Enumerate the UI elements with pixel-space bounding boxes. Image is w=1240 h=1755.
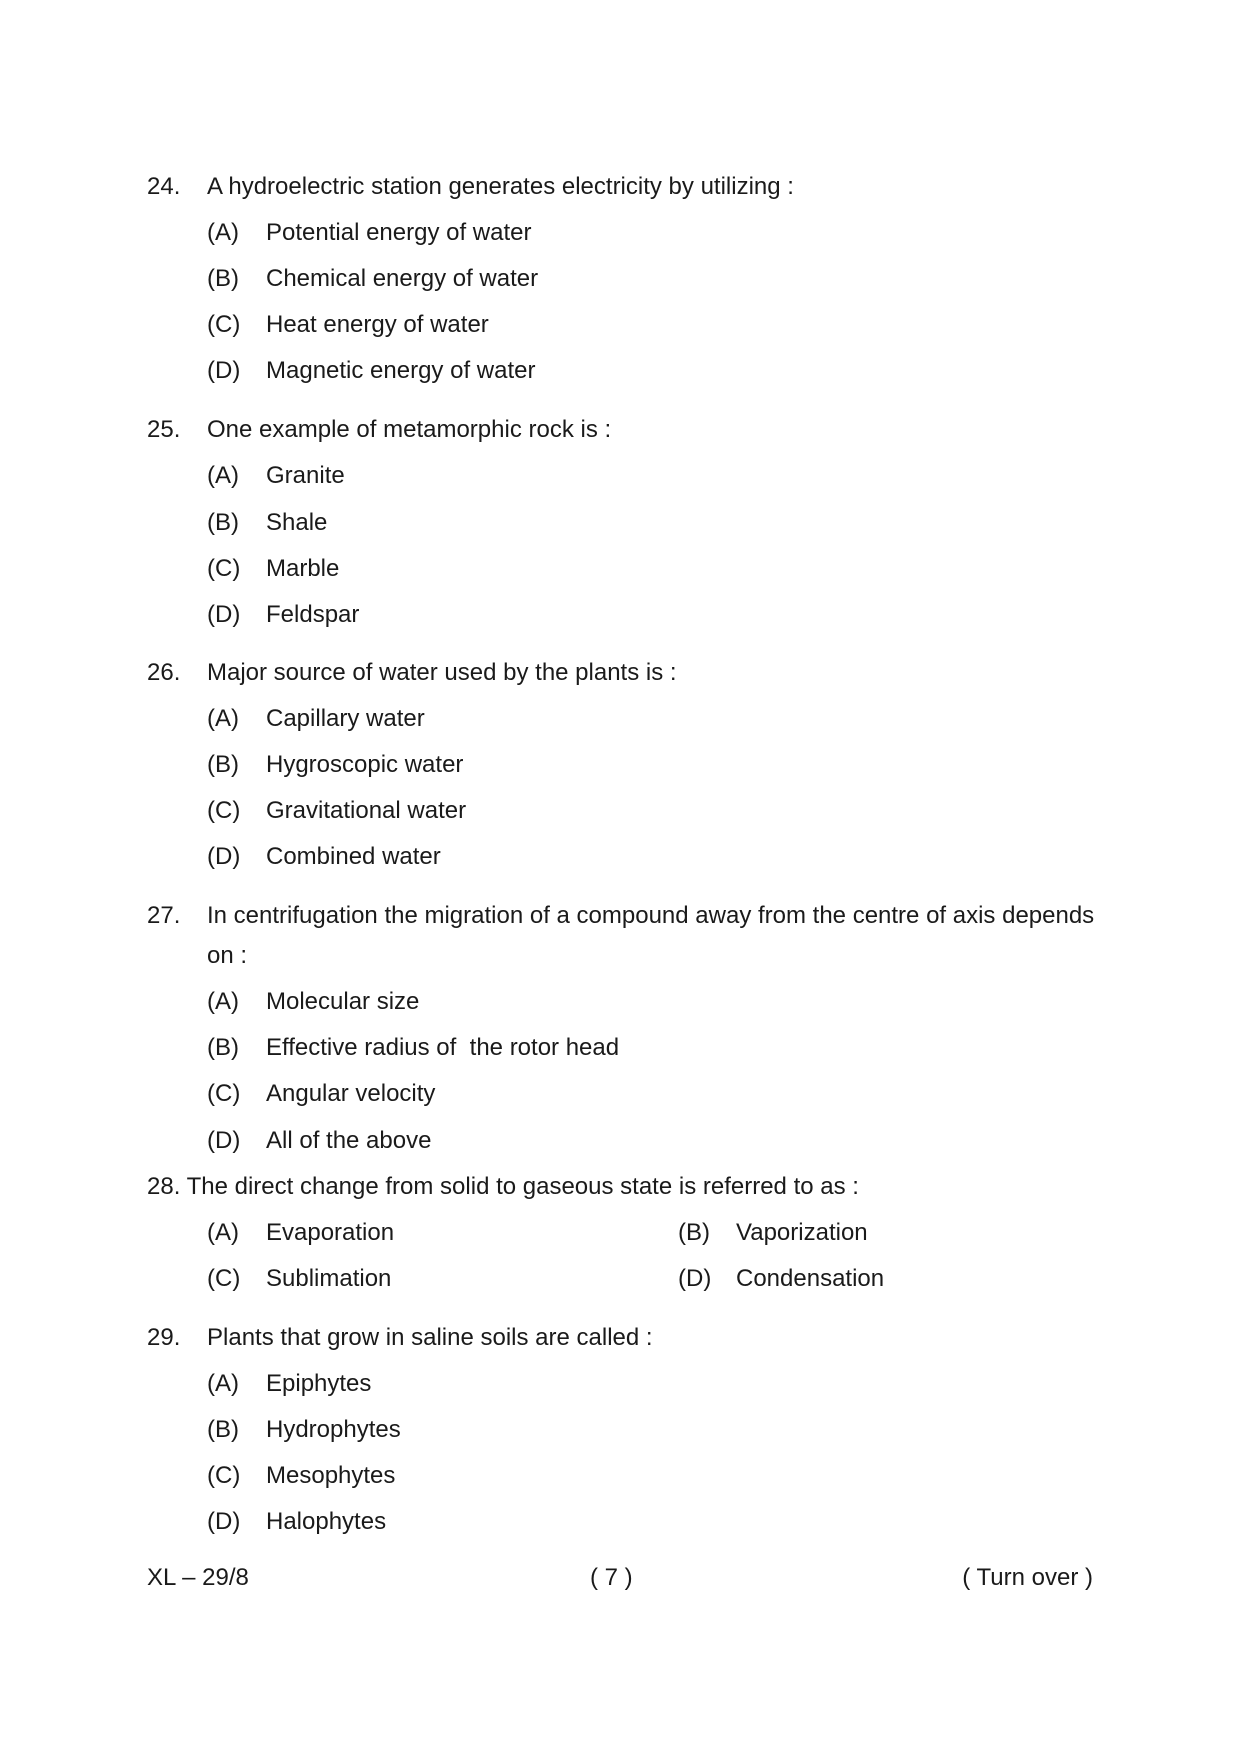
option-text: Molecular size	[266, 988, 420, 1015]
option-text: Capillary water	[266, 705, 425, 732]
footer-turn-over: ( Turn over )	[962, 1564, 1093, 1591]
option-text: Feldspar	[266, 601, 360, 628]
option-letter: (C)	[207, 555, 241, 582]
option-text: Mesophytes	[266, 1462, 396, 1489]
option-text: Marble	[266, 555, 340, 582]
option-text: Magnetic energy of water	[266, 357, 536, 384]
question-text: Major source of water used by the plants is :	[207, 659, 677, 686]
option-letter: (D)	[207, 1127, 241, 1154]
option-text: Chemical energy of water	[266, 265, 539, 292]
option-letter: (A)	[207, 988, 239, 1015]
option-text: Granite	[266, 462, 345, 489]
option-letter: (A)	[207, 1370, 239, 1397]
footer-paper-code: XL – 29/8	[147, 1564, 249, 1591]
option-text: Vaporization	[736, 1219, 868, 1246]
option-letter: (B)	[207, 265, 239, 292]
option-letter: (B)	[207, 509, 239, 536]
question-number: 26.	[147, 659, 181, 686]
option-letter: (B)	[207, 1034, 239, 1061]
option-letter: (A)	[207, 219, 239, 246]
question-text: 28. The direct change from solid to gaseous state is referred to as :	[147, 1173, 859, 1200]
option-letter: (A)	[207, 705, 239, 732]
question-number: 27.	[147, 902, 181, 929]
question-text-line-2: on :	[207, 942, 248, 969]
option-letter: (B)	[207, 1416, 239, 1443]
option-text: All of the above	[266, 1127, 432, 1154]
option-text: Effective radius of the rotor head	[266, 1034, 620, 1061]
option-letter: (D)	[207, 601, 241, 628]
option-text: Potential energy of water	[266, 219, 532, 246]
option-text: Condensation	[736, 1265, 885, 1292]
option-text: Halophytes	[266, 1508, 387, 1535]
question-number: 29.	[147, 1324, 181, 1351]
option-text: Sublimation	[266, 1265, 392, 1292]
question-number: 25.	[147, 416, 181, 443]
option-letter: (D)	[207, 357, 241, 384]
question-text: One example of metamorphic rock is :	[207, 416, 612, 443]
option-letter: (C)	[207, 1265, 241, 1292]
option-text: Hydrophytes	[266, 1416, 401, 1443]
option-letter: (D)	[207, 843, 241, 870]
option-text: Combined water	[266, 843, 441, 870]
option-text: Shale	[266, 509, 328, 536]
option-text: Hygroscopic water	[266, 751, 464, 778]
option-letter: (C)	[207, 797, 241, 824]
option-text: Gravitational water	[266, 797, 467, 824]
option-letter: (D)	[207, 1508, 241, 1535]
option-text: Epiphytes	[266, 1370, 372, 1397]
option-letter: (B)	[678, 1219, 710, 1246]
question-text-line-1: In centrifugation the migration of a compound away from the centre of axis depends	[207, 902, 1095, 929]
question-text: Plants that grow in saline soils are called :	[207, 1324, 653, 1351]
question-text: A hydroelectric station generates electricity by utilizing :	[207, 173, 794, 200]
option-letter: (C)	[207, 311, 241, 338]
option-text: Evaporation	[266, 1219, 395, 1246]
option-letter: (B)	[207, 751, 239, 778]
option-text: Heat energy of water	[266, 311, 489, 338]
option-text: Angular velocity	[266, 1080, 436, 1107]
option-letter: (A)	[207, 1219, 239, 1246]
footer-page-number: ( 7 )	[590, 1564, 633, 1591]
option-letter: (A)	[207, 462, 239, 489]
question-number: 24.	[147, 173, 181, 200]
option-letter: (D)	[678, 1265, 712, 1292]
option-letter: (C)	[207, 1462, 241, 1489]
option-letter: (C)	[207, 1080, 241, 1107]
